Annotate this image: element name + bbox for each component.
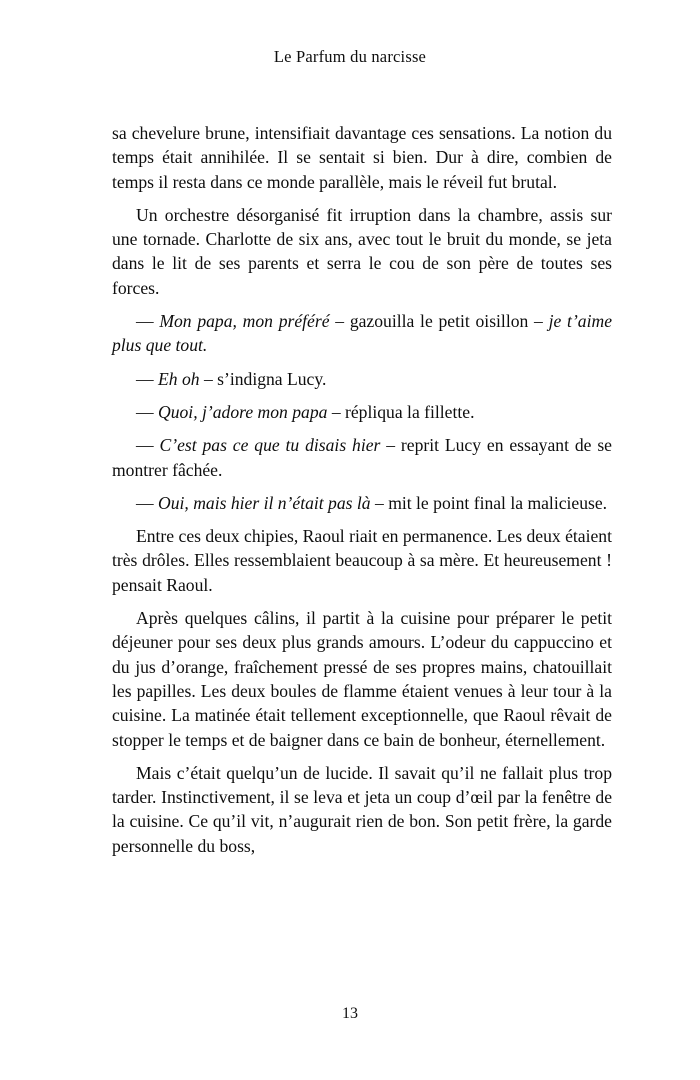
italic-text-segment: Quoi, j’adore mon papa	[158, 401, 328, 422]
running-header-title: Le Parfum du narcisse	[273, 47, 427, 66]
text-segment: Après quelques câlins, il partit à la cuisine pour préparer le petit déjeuner pour ses deux plus grands amours. L’odeur du cappuccino et du jus d’orange, fraîchement pressé de ses propres mains, chatouillait les papilles. Les deux boules de flamme étaient venues à leur tour à la cuisine. La matinée était tellement exceptionnelle, que Raoul rêvait de stopper le temps et de baigner dans ce bain de bonheur, éternellement.	[112, 608, 612, 750]
text-segment: —	[136, 435, 160, 456]
body-text	[112, 121, 612, 858]
italic-text-segment: Oui, mais hier il n’était pas là	[158, 492, 371, 513]
italic-text-segment: Eh oh	[158, 368, 200, 389]
dialogue-paragraph	[112, 433, 612, 482]
italic-text-segment: je t’aime plus que tout.	[112, 311, 613, 356]
text-segment: —	[136, 401, 158, 422]
paragraph	[112, 524, 612, 597]
dialogue-paragraph	[112, 367, 612, 391]
paragraph	[112, 203, 612, 300]
text-segment: Mais c’était quelqu’un de lucide. Il savait qu’il ne fallait plus trop tarder. Instinctivement, il se leva et jeta un coup d’œil par la fenêtre de la cuisine. Ce qu’il vit, n’augurait rien de bon. Son petit frère, la garde personnelle du boss,	[112, 762, 612, 856]
text-segment: —	[136, 368, 158, 389]
text-segment: Un orchestre désorganisé fit irruption dans la chambre, assis sur une tornade. Charlotte de six ans, avec tout le bruit du monde, se jeta dans le lit de ses parents et serra le cou de son père de toutes ses forces.	[112, 204, 612, 298]
text-segment: Entre ces deux chipies, Raoul riait en permanence. Les deux étaient très drôles. Elles ressemblaient beaucoup à sa mère. Et heureusement ! pensait Raoul.	[112, 526, 612, 595]
paragraph	[112, 121, 612, 194]
text-segment: – répliqua la fillette.	[327, 401, 475, 422]
text-segment: – mit le point final la malicieuse.	[370, 492, 608, 513]
italic-text-segment: Mon papa, mon préféré	[159, 311, 330, 332]
dialogue-paragraph	[112, 400, 612, 424]
paragraph	[112, 606, 612, 752]
text-segment: —	[136, 311, 160, 332]
text-segment: – s’indigna Lucy.	[199, 368, 327, 389]
text-segment: – reprit Lucy en essayant de se montrer fâchée.	[112, 435, 612, 480]
dialogue-paragraph	[112, 491, 612, 515]
text-segment: – gazouilla le petit oisillon –	[329, 311, 549, 332]
text-segment: —	[136, 492, 158, 513]
italic-text-segment: C’est pas ce que tu disais hier	[159, 435, 381, 456]
text-segment: sa chevelure brune, intensifiait davantage ces sensations. La notion du temps était annihilée. Il se sentait si bien. Dur à dire, combien de temps il resta dans ce monde parallèle, mais le réveil fut brutal.	[112, 123, 612, 192]
page-number: 13	[342, 1005, 358, 1022]
dialogue-paragraph	[112, 309, 612, 358]
paragraph	[112, 761, 612, 858]
